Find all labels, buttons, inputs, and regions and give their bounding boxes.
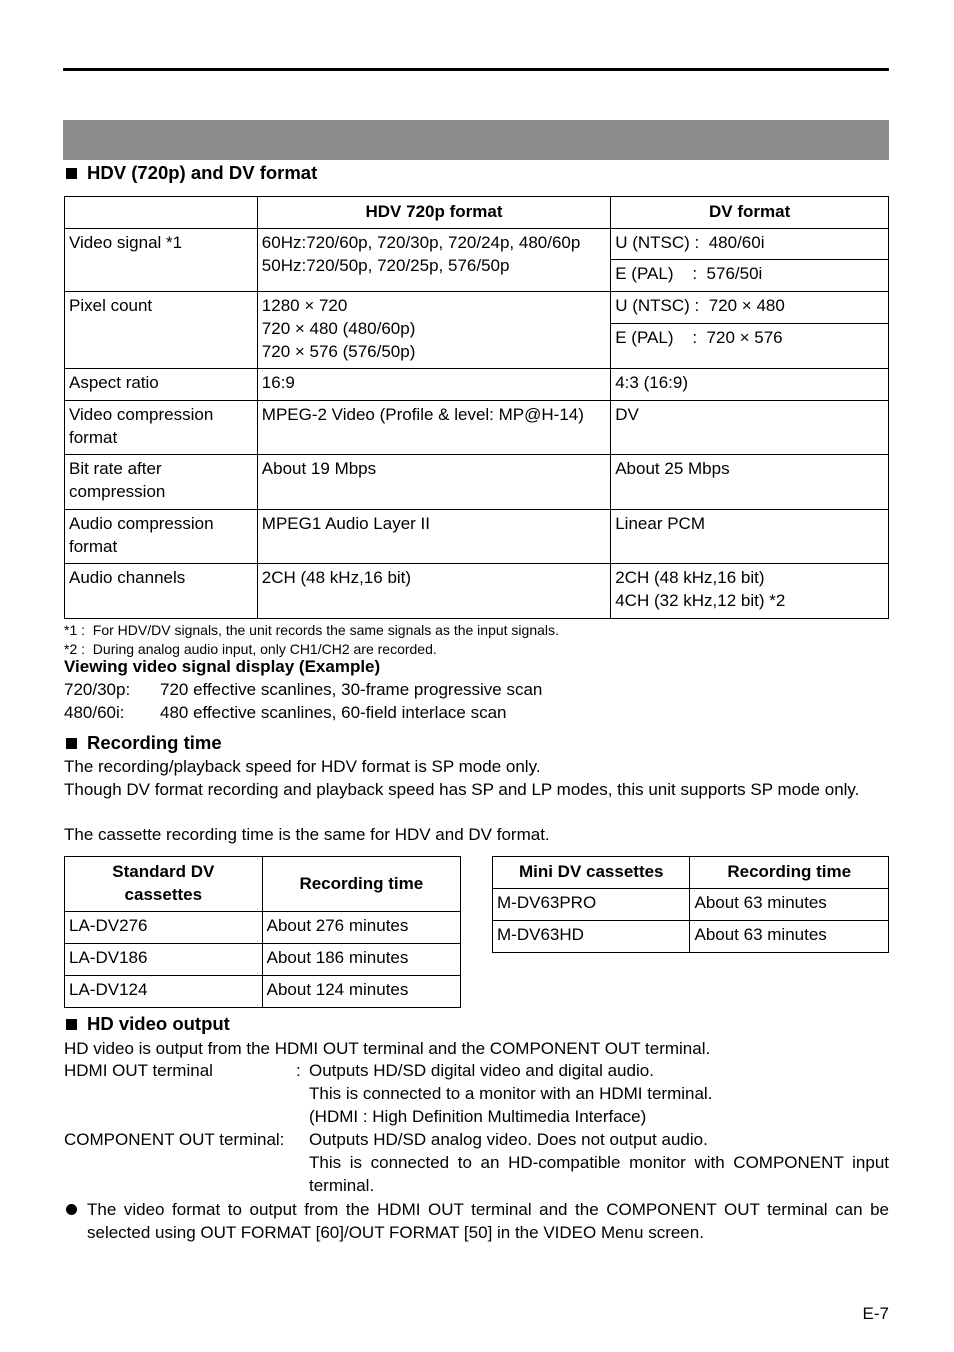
section-banner <box>63 120 889 160</box>
viewing-row <box>64 679 542 702</box>
table-row <box>65 455 889 510</box>
out-format-note: The video format to output from the HDMI OUT terminal and the COMPONENT OUT terminal can be selected using OUT FORMAT [60]/OUT FORMAT [50] in the VIDEO Menu screen. <box>87 1200 889 1242</box>
row-dv: About 25 Mbps <box>611 455 889 510</box>
standard-dv-table <box>64 856 461 1008</box>
table-row <box>65 229 889 260</box>
row-dv-e: E (PAL) : 576/50i <box>611 260 889 292</box>
footnote-2: *2 : During analog audio input, only CH1/CH2 are recorded. <box>64 641 437 657</box>
table-row <box>65 401 889 455</box>
cassette-name: M-DV63PRO <box>493 889 690 921</box>
cassette-time: About 63 minutes <box>690 889 889 921</box>
row-hdv: MPEG-2 Video (Profile & level: MP@H-14) <box>257 401 610 455</box>
row-dv: Linear PCM <box>611 510 889 564</box>
row-label: Audio compression format <box>65 510 258 564</box>
component-label: COMPONENT OUT terminal: <box>64 1130 285 1149</box>
table-row <box>493 889 889 921</box>
mini-dv-table <box>492 856 889 953</box>
table-row <box>65 369 889 401</box>
header-hdv: HDV 720p format <box>257 197 611 229</box>
row-label: Audio channels <box>65 564 258 619</box>
cassette-time: About 276 minutes <box>262 912 460 944</box>
table-row <box>493 921 889 953</box>
row-label: Video signal *1 <box>65 229 258 292</box>
row-label: Pixel count <box>65 292 258 369</box>
hdmi-description: Outputs HD/SD digital video and digital audio. This is connected to a monitor with an HDMI terminal. (HDMI : High Definition Multimedia Interface) <box>309 1061 713 1126</box>
square-bullet-icon <box>66 168 77 179</box>
viewing-title: Viewing video signal display (Example) <box>64 657 381 676</box>
table-row <box>65 564 889 619</box>
format-spec-table <box>64 196 889 229</box>
square-bullet-icon <box>66 738 77 749</box>
cassette-time: About 124 minutes <box>262 976 460 1008</box>
viewing-desc: 480 effective scanlines, 60-field interlace scan <box>160 703 507 722</box>
row-hdv: 16:9 <box>257 369 610 401</box>
hd-output-intro: HD video is output from the HDMI OUT terminal and the COMPONENT OUT terminal. <box>64 1039 711 1058</box>
viewing-row <box>64 702 507 725</box>
recording-paragraph-3: The cassette recording time is the same for HDV and DV format. <box>64 825 550 844</box>
row-hdv: About 19 Mbps <box>257 455 610 510</box>
table-row <box>65 292 889 324</box>
top-rule <box>63 68 889 71</box>
section-heading-hdv-dv: HDV (720p) and DV format <box>63 161 317 186</box>
page-number: E-7 <box>862 1304 889 1323</box>
section-heading-hd-video-output: HD video output <box>63 1012 230 1037</box>
viewing-desc: 720 effective scanlines, 30-frame progressive scan <box>160 680 543 699</box>
recording-paragraph-1: The recording/playback speed for HDV format is SP mode only. <box>64 757 541 776</box>
cassette-name: LA-DV186 <box>65 944 263 976</box>
table-row <box>65 976 461 1008</box>
header-cassette: Standard DV cassettes <box>65 857 263 912</box>
viewing-code: 480/60i: <box>64 703 125 722</box>
hdmi-colon: : <box>296 1061 301 1080</box>
row-hdv: 2CH (48 kHz,16 bit) <box>257 564 610 619</box>
header-recording-time: Recording time <box>262 857 460 912</box>
table-header-row <box>65 857 461 912</box>
component-description: Outputs HD/SD analog video. Does not output audio. This is connected to an HD-compatible monitor with COMPONENT input terminal. <box>309 1130 889 1195</box>
format-spec-body <box>64 228 889 619</box>
row-dv: 2CH (48 kHz,16 bit) 4CH (32 kHz,12 bit) *2 <box>611 564 889 619</box>
row-label: Bit rate after compression <box>65 455 258 510</box>
section-heading-recording-time: Recording time <box>63 731 222 756</box>
row-label: Video compression format <box>65 401 258 455</box>
cassette-name: LA-DV124 <box>65 976 263 1008</box>
row-dv-e: E (PAL) : 720 × 576 <box>611 324 889 369</box>
hdmi-label: HDMI OUT terminal <box>64 1061 213 1080</box>
viewing-code: 720/30p: <box>64 680 131 699</box>
row-hdv: 60Hz:720/60p, 720/30p, 720/24p, 480/60p 50Hz:720/50p, 720/25p, 576/50p <box>257 229 610 292</box>
table-row <box>65 912 461 944</box>
table-row <box>65 944 461 976</box>
row-dv: 4:3 (16:9) <box>611 369 889 401</box>
table-header-row <box>493 857 889 889</box>
bullet-dot-icon <box>66 1204 77 1215</box>
recording-paragraph-2: Though DV format recording and playback speed has SP and LP modes, this unit supports SP mode only. <box>64 780 860 799</box>
header-dv: DV format <box>611 197 889 229</box>
header-recording-time: Recording time <box>690 857 889 889</box>
table-header-row <box>65 197 889 229</box>
row-dv-u: U (NTSC) : 720 × 480 <box>611 292 889 324</box>
row-hdv: 1280 × 720 720 × 480 (480/60p) 720 × 576 (576/50p) <box>257 292 610 369</box>
row-dv: DV <box>611 401 889 455</box>
row-label: Aspect ratio <box>65 369 258 401</box>
header-empty <box>65 197 258 229</box>
row-dv-u: U (NTSC) : 480/60i <box>611 229 889 260</box>
cassette-time: About 186 minutes <box>262 944 460 976</box>
cassette-time: About 63 minutes <box>690 921 889 953</box>
table-row <box>65 510 889 564</box>
footnote-1: *1 : For HDV/DV signals, the unit records the same signals as the input signals. <box>64 622 559 638</box>
row-hdv: MPEG1 Audio Layer II <box>257 510 610 564</box>
square-bullet-icon <box>66 1019 77 1030</box>
cassette-name: M-DV63HD <box>493 921 690 953</box>
header-cassette: Mini DV cassettes <box>493 857 690 889</box>
cassette-name: LA-DV276 <box>65 912 263 944</box>
